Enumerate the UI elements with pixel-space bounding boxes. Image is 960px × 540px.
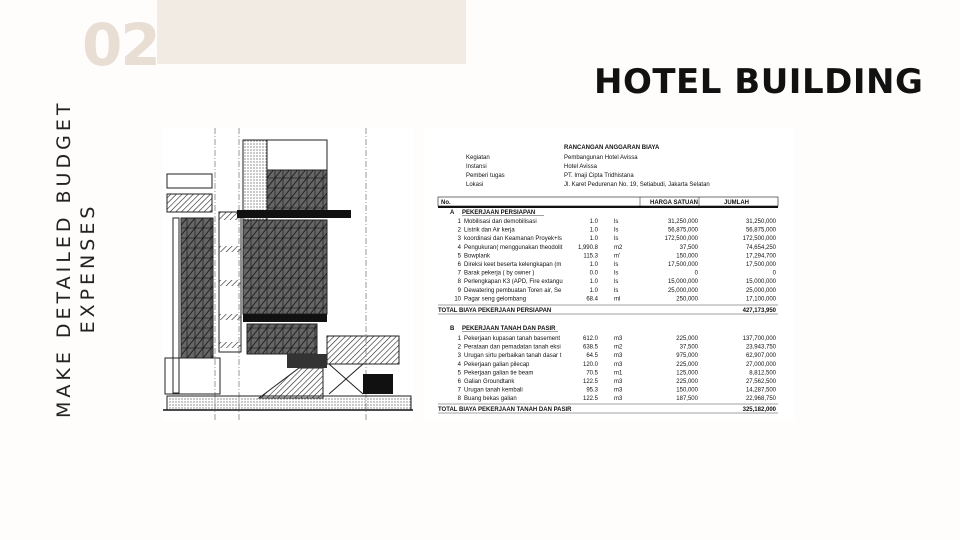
row-no: 2 [457,227,461,234]
row-volume: 115.3 [583,253,598,260]
row-no: 7 [457,387,461,394]
section-name: PEKERJAAN PERSIAPAN [462,210,536,216]
side-caption-line-2: EXPENSES [77,202,99,334]
row-unit: m2 [614,244,623,251]
row-volume: 1.0 [589,262,598,268]
row-volume: 1.0 [589,236,598,243]
row-amount: 31,250,000 [745,219,776,225]
row-unit: ls [614,262,619,268]
side-caption [52,99,100,418]
row-no: 1 [457,219,461,225]
section-total-label: TOTAL BIAYA PEKERJAAN TANAH DAN PASIR [438,407,572,413]
row-unit: m' [614,253,621,260]
row-unit: m1 [614,370,623,377]
row-description: Galian Groundtank [464,379,515,385]
side-caption-line-1: MAKE DETAILED BUDGET [53,99,75,418]
row-description: Pekerjaan kupasan tanah basement [464,336,561,342]
row-no: 3 [457,353,461,360]
row-unit-price: 17,500,000 [667,262,698,268]
section-code: A [450,210,455,216]
row-unit: ls [614,219,619,225]
row-unit: m2 [614,344,623,351]
row-amount: 62,907,000 [745,353,776,360]
row-unit-price: 31,250,000 [667,219,698,225]
row-volume: 0.0 [589,270,598,277]
row-amount: 17,100,000 [745,296,776,303]
info-label: Kegiatan [466,155,490,161]
section-total-value: 325,182,000 [742,407,776,413]
section-total-label: TOTAL BIAYA PEKERJAAN PERSIAPAN [438,308,552,314]
row-description: Direksi keet beserta kelengkapan (m [464,262,562,268]
top-decor-band [157,0,466,64]
row-no: 6 [457,262,461,268]
row-unit: ls [614,236,619,243]
section-total-value: 427,173,950 [742,308,776,314]
row-unit-price: 150,000 [676,253,698,260]
row-description: Listrik dan Air kerja [464,227,515,234]
row-no: 1 [457,336,461,342]
row-volume: 1,990.8 [577,244,598,251]
row-no: 3 [457,236,461,243]
row-description: Urugan sirtu perbaikan tanah dasar t [464,353,562,360]
page-title: HOTEL BUILDING [594,62,924,102]
row-volume: 638.5 [582,344,598,351]
row-unit-price: 37,500 [679,244,698,251]
info-value: Pembangunan Hotel Avissa [564,155,638,161]
row-unit: m3 [614,336,623,342]
row-unit-price: 225,000 [676,379,698,385]
row-description: koordinasi dan Keamanan Proyek+ls [464,236,562,243]
row-unit-price: 225,000 [676,336,698,342]
slide-number: 02 [82,11,159,79]
row-unit: m3 [614,361,623,368]
row-no: 4 [457,361,461,368]
row-amount: 25,000,000 [745,287,776,294]
row-unit: ls [614,270,619,277]
row-description: Bowplank [464,253,491,260]
row-unit-price: 150,000 [676,387,698,394]
col-harga: HARGA SATUAN [650,200,698,206]
row-amount: 17,500,000 [745,262,776,268]
row-amount: 14,287,500 [745,387,776,394]
row-unit: ls [614,227,619,234]
row-no: 8 [457,396,461,403]
row-volume: 70.5 [586,370,598,377]
row-volume: 122.5 [582,379,598,385]
row-volume: 1.0 [589,279,598,286]
row-unit-price: 0 [694,270,698,277]
row-no: 5 [457,253,461,260]
row-description: Perataan dan pemadatan tanah eksi [464,344,561,351]
row-no: 6 [457,379,461,385]
row-volume: 1.0 [589,287,598,294]
row-volume: 68.4 [586,296,598,303]
row-unit-price: 225,000 [676,361,698,368]
row-no: 5 [457,370,461,377]
row-volume: 1.0 [589,227,598,234]
row-description: Perlengkapan K3 (APD, Fire extangu [464,279,563,286]
row-amount: 137,700,000 [742,336,776,342]
row-volume: 120.0 [582,361,598,368]
row-unit-price: 975,000 [676,353,698,360]
row-description: Mobilisasi dan demobilisasi [464,219,537,225]
row-no: 9 [457,287,461,294]
row-description: Dewatering pembuatan Toren air, Se [464,287,562,294]
row-amount: 22,968,750 [745,396,776,403]
row-no: 2 [457,344,461,351]
row-unit-price: 125,000 [676,370,698,377]
row-unit-price: 25,000,000 [667,287,698,294]
row-description: Buang bekas galian [464,396,517,403]
row-amount: 172,500,000 [742,236,776,243]
budget-document [424,128,794,420]
row-description: Barak pekerja ( by owner ) [464,270,535,277]
row-unit: m3 [614,387,623,394]
row-no: 4 [457,244,461,251]
row-unit: ls [614,287,619,294]
col-no: No. [441,200,451,206]
row-amount: 8,812,500 [749,370,776,377]
row-volume: 612.0 [582,336,598,342]
row-amount: 23,943,750 [745,344,776,351]
row-unit-price: 37,500 [679,344,698,351]
row-volume: 64.5 [586,353,598,360]
row-amount: 15,000,000 [745,279,776,286]
row-unit: m3 [614,379,623,385]
section-code: B [450,326,455,332]
row-amount: 56,875,000 [745,227,776,234]
row-amount: 74,654,250 [745,244,776,251]
row-unit: m3 [614,396,623,403]
row-unit: ml [614,296,621,303]
row-description: Urugan tanah kembali [464,387,523,394]
row-amount: 0 [772,270,776,277]
row-no: 10 [454,296,461,303]
info-value: Jl. Karet Pedurenan No. 19, Setiabudi, Jakarta Selatan [564,182,710,188]
row-no: 8 [457,279,461,286]
row-amount: 27,562,500 [745,379,776,385]
row-description: Pekerjaan galian pilecap [464,361,530,368]
row-description: Pengukuran( menggunakan theodolit [464,244,563,251]
row-unit-price: 187,500 [676,396,698,403]
row-unit: ls [614,279,619,286]
row-description: Pagar seng gelombang [464,296,527,303]
section-name: PEKERJAAN TANAH DAN PASIR [462,326,556,332]
info-label: Pemberi tugas [466,173,505,179]
row-unit: m3 [614,353,623,360]
document-heading: RANCANGAN ANGGARAN BIAYA [564,145,660,151]
row-volume: 1.0 [589,219,598,225]
col-jumlah: JUMLAH [724,200,749,206]
row-unit-price: 56,875,000 [667,227,698,234]
row-unit-price: 172,500,000 [664,236,698,243]
info-value: Hotel Avissa [564,164,597,170]
info-label: Instansi [466,164,487,170]
row-volume: 122.5 [582,396,598,403]
building-section-drawing [163,128,413,420]
row-volume: 95.3 [586,387,598,394]
info-label: Lokasi [466,182,484,188]
info-value: PT. Imaji Cipta Tridhistana [564,173,634,179]
row-no: 7 [457,270,461,277]
row-amount: 17,294,700 [745,253,776,260]
row-amount: 27,000,000 [745,361,776,368]
row-unit-price: 15,000,000 [667,279,698,286]
row-description: Pekerjaan galian tie beam [464,370,534,377]
row-unit-price: 250,000 [676,296,698,303]
